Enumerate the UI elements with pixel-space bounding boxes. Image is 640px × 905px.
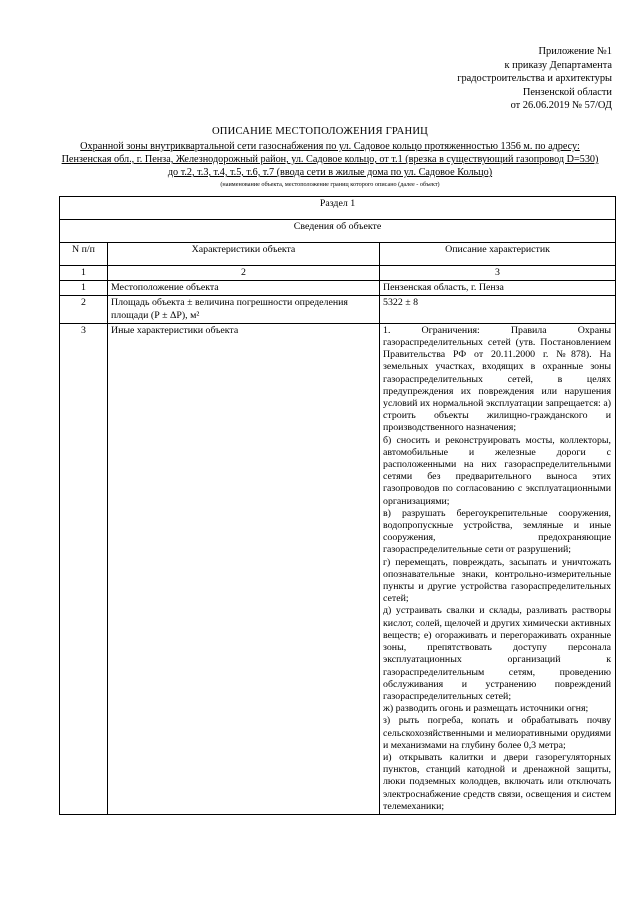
numbering-cell: 1	[60, 266, 108, 281]
row-number: 2	[60, 296, 108, 323]
numbering-cell: 2	[108, 266, 380, 281]
row-characteristic: Местоположение объекта	[108, 281, 380, 296]
appendix-line: Приложение №1	[538, 46, 612, 57]
row-description: Пензенская область, г. Пенза	[380, 281, 616, 296]
table-row	[60, 296, 616, 323]
table-row	[60, 323, 616, 814]
numbering-cell: 3	[380, 266, 616, 281]
description-paragraph: и) открывать калитки и двери газорегуляторных пунктов, станций катодной и дренажной защиты, люки подземных колодцев, включать или отключать электроснабжение средств связи, освещения и систем телемеханики;	[383, 751, 612, 812]
appendix-line: к приказу Департамента	[504, 59, 612, 71]
appendix-line: градостроительства и архитектуры	[457, 73, 612, 85]
description-paragraph: з) рыть погреба, копать и обрабатывать почву сельскохозяйственными и мелиоративными орудиями и механизмами на глубину более 0,3 метра;	[383, 715, 612, 751]
object-caption: (наименование объекта, местоположение границ которого описано (далее - объект)	[220, 181, 440, 188]
row-characteristic: Площадь объекта ± величина погрешности определения площади (Р ± ΔР), м²	[108, 296, 380, 323]
header-characteristic: Характеристики объекта	[108, 243, 380, 266]
row-number: 3	[60, 323, 108, 814]
row-description: 5322 ± 8	[380, 296, 616, 323]
row-number: 1	[60, 281, 108, 296]
description-paragraph: в) разрушать берегоукрепительные сооружения, водопропускные устройства, земляные и иные сооружения, предохраняющие газораспределительные сети от разрушений;	[383, 507, 612, 556]
header-description: Описание характеристик	[380, 243, 616, 266]
object-name: Охранной зоны внутриквартальной сети газоснабжения по ул. Садовое кольцо протяженностью 1356 м. по адресу: Пензенская обл., г. Пенза, Железнодорожный район, ул. Садовое кольцо, от т.1 (врезка в существующий газопровод D=530) до т.2, т.3, т.4, т.5, т.6, т.7 (ввода сети в жилые дома по ул. Садовое Кольцо)	[61, 141, 599, 178]
row-characteristic: Иные характеристики объекта	[108, 323, 380, 814]
description-paragraph: ж) разводить огонь и размещать источники огня;	[383, 703, 589, 715]
appendix-line: от 26.06.2019 № 57/ОД	[510, 100, 612, 112]
section-title: Сведения об объекте	[60, 220, 616, 243]
description-paragraph: г) перемещать, повреждать, засыпать и уничтожать опознавательные знаки, контрольно-измерительные пункты и другие устройства газораспределительных сетей;	[383, 556, 612, 605]
row-description	[380, 323, 616, 814]
table-row	[60, 281, 616, 296]
description-paragraph: б) сносить и реконструировать мосты, коллекторы, автомобильные и железные дороги с расположенными на них газораспределительными сетями без предварительного выноса этих газопроводов по согласованию с эксплуатационными организациями;	[383, 434, 612, 507]
appendix-line: Пензенской области	[522, 86, 612, 98]
header-number: N п/п	[60, 243, 108, 266]
description-paragraph: д) устраивать свалки и склады, разливать растворы кислот, солей, щелочей и других химически активных веществ; е) огораживать и перегораживать охранные зоны, препятствовать доступу персонала эксплуатационных организаций к газораспределительным сетям, проведению обслуживания и устранению повреждений газораспределительных сетей;	[383, 605, 612, 702]
object-info-table	[59, 196, 616, 815]
appendix-block	[392, 45, 612, 113]
description-paragraph: 1. Ограничения: Правила Охраны газораспределительных сетей (утв. Постановлением Правительства РФ от 20.11.2000 г. №878). На земельных участках, входящих в охранные зоны газораспределительных сетей, в целях предупреждения их повреждения или нарушения условий их нормальной эксплуатации запрещается: а) строить объекты жилищно-гражданского и производственного назначения;	[383, 324, 612, 434]
document-title: ОПИСАНИЕ МЕСТОПОЛОЖЕНИЯ ГРАНИЦ	[211, 126, 429, 137]
section-number: Раздел 1	[60, 197, 616, 220]
